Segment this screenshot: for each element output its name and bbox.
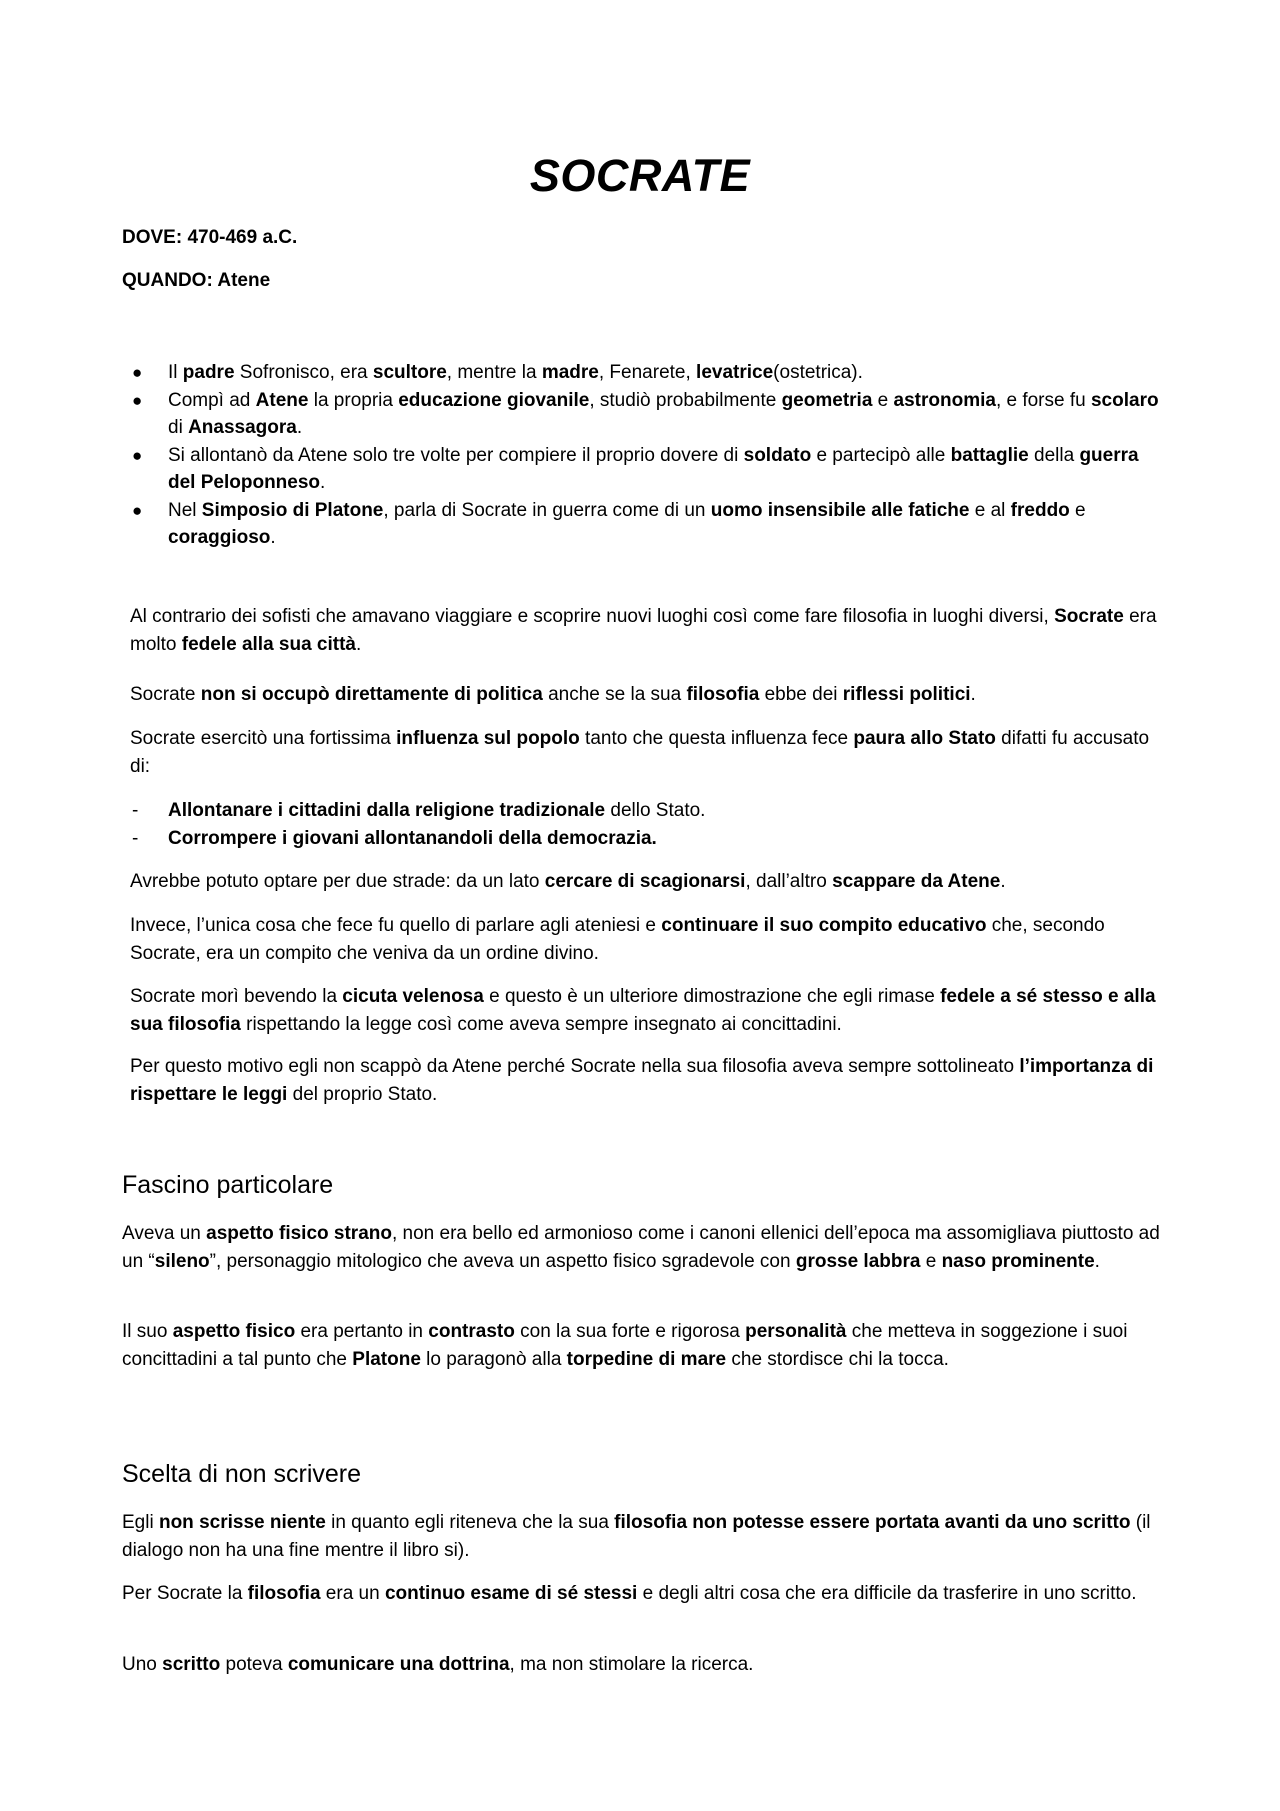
bold-text: geometria [781, 389, 873, 411]
text-run: Egli [122, 1512, 159, 1533]
text-run: e degli altri cosa che era difficile da trasferire in uno scritto. [637, 1583, 1137, 1604]
text-run: , ma non stimolare la ricerca. [509, 1654, 754, 1675]
paragraph [122, 1220, 1172, 1275]
bold-text: Socrate [1054, 606, 1124, 627]
bullet-item [130, 497, 1160, 552]
text-run: Aveva un [122, 1223, 207, 1244]
text-run: (ostetrica). [773, 362, 863, 383]
bold-text: contrasto [428, 1321, 515, 1342]
bold-text: cercare di scagionarsi [544, 871, 746, 892]
paragraph [130, 983, 1170, 1038]
text-run: del proprio Stato. [287, 1083, 438, 1105]
text-run: era pertanto in [295, 1321, 429, 1342]
bullet-list [130, 359, 1160, 552]
bold-text: non si occupò direttamente di politica [200, 684, 543, 705]
text-run: di [168, 417, 189, 438]
dash-icon: - [132, 800, 139, 821]
bold-text: personalità [745, 1321, 847, 1342]
paragraph [122, 1580, 1172, 1608]
text-run: era un [320, 1583, 385, 1604]
text-run: e partecipò alle [811, 444, 951, 466]
bold-text: influenza sul popolo [396, 728, 580, 749]
text-run: Invece, l’unica cosa che fece fu quello di parlare agli ateniesi e [130, 915, 662, 936]
list-item-text [168, 828, 657, 849]
bold-text: sileno [154, 1250, 210, 1272]
text-run: difatti fu accusato di: [130, 728, 1150, 777]
text-run: . [270, 527, 276, 548]
bold-text: padre [182, 362, 235, 383]
bold-text: aspetto fisico [172, 1321, 296, 1342]
text-run: con la sua forte e rigorosa [514, 1321, 746, 1342]
bold-text: Platone [352, 1348, 421, 1370]
bold-text: l’importanza di rispettare le leggi [130, 1056, 1154, 1105]
bold-text: scappare da Atene [832, 871, 1001, 892]
bold-text: uomo insensibile alle fatiche [710, 499, 970, 521]
text-run: della [1028, 444, 1080, 466]
bold-text: soldato [743, 444, 812, 466]
list-item [130, 825, 1160, 853]
bold-text: battaglie [950, 444, 1029, 466]
text-run: e [872, 389, 894, 411]
meta-dove: DOVE: 470-469 a.C. [122, 227, 298, 248]
text-run: ”, personaggio mitologico che aveva un aspetto fisico sgradevole con [209, 1250, 796, 1272]
bold-text: levatrice [696, 362, 774, 383]
text-run: , parla di Socrate in guerra come di un [383, 499, 711, 521]
bold-text: riflessi politici [842, 684, 971, 705]
bold-text: filosofia non potesse essere portata avanti da uno scritto [614, 1512, 1131, 1533]
text-run: Socrate esercitò una fortissima [130, 728, 397, 749]
text-run: Al contrario dei sofisti che amavano viaggiare e scoprire nuovi luoghi così come fare filosofia in luoghi diversi, [130, 606, 1055, 627]
bold-text: coraggioso [168, 527, 271, 548]
paragraph [122, 1509, 1172, 1564]
text-run: . [970, 684, 976, 705]
text-run: Sofronisco, era [234, 362, 373, 383]
bold-text: madre [541, 362, 599, 383]
text-run: e al [969, 499, 1011, 521]
paragraph [130, 868, 1170, 896]
paragraph [130, 1053, 1170, 1108]
bold-text: filosofia [247, 1583, 321, 1604]
text-run: , non era bello ed armonioso come i canoni ellenici dell’epoca ma assomigliava piuttosto ad un “ [122, 1223, 1160, 1272]
bullet-icon: ● [132, 363, 143, 382]
bold-text: aspetto fisico strano [206, 1223, 392, 1244]
paragraph [130, 725, 1170, 780]
text-run: anche se la sua [542, 684, 687, 705]
bold-text: Allontanare i cittadini dalla religione tradizionale [168, 800, 606, 821]
bold-text: astronomia [893, 389, 996, 411]
text-run: Compì ad [168, 389, 256, 411]
bullet-item [130, 387, 1160, 442]
paragraph [130, 681, 1170, 709]
paragraph [122, 1651, 1172, 1679]
text-run: Il [168, 362, 183, 383]
bold-text: cicuta velenosa [342, 986, 484, 1007]
bold-text: scolaro [1090, 389, 1159, 411]
bold-text: Corrompere i giovani allontanandoli della democrazia. [168, 827, 657, 849]
paragraph [122, 1318, 1172, 1373]
section-heading-scelta: Scelta di non scrivere [122, 1460, 362, 1488]
text-run: , dall’altro [745, 871, 833, 892]
bold-text: freddo [1010, 499, 1070, 521]
bullet-text [168, 362, 863, 383]
bold-text: fedele alla sua città [181, 633, 356, 655]
bullet-text [168, 500, 1086, 549]
text-run: e questo è un ulteriore dimostrazione che egli rimase [483, 986, 941, 1007]
bold-text: scultore [372, 362, 447, 383]
text-run: Per questo motivo egli non scappò da Atene perché Socrate nella sua filosofia aveva sempre sottolineato [130, 1056, 1020, 1077]
bold-text: comunicare una dottrina [287, 1654, 510, 1675]
text-run: . [296, 417, 303, 438]
bullet-icon: ● [132, 500, 143, 520]
section-heading-fascino: Fascino particolare [122, 1171, 334, 1199]
text-run: tanto che questa influenza fece [579, 728, 854, 749]
bold-text: guerra del Peloponneso [168, 444, 1139, 493]
text-run: . [1000, 871, 1006, 892]
text-run: che stordisce chi la tocca. [726, 1348, 949, 1370]
text-run: , mentre la [446, 362, 542, 383]
text-run: la propria [308, 389, 399, 411]
text-run: , studiò probabilmente [589, 389, 782, 411]
bold-text: torpedine di mare [566, 1348, 727, 1370]
list-item [130, 797, 1160, 825]
text-run: dello Stato. [605, 800, 706, 821]
bullet-icon: ● [132, 445, 143, 465]
bold-text: grosse labbra [795, 1250, 921, 1272]
bullet-item [130, 359, 1160, 387]
text-run: Si allontanò da Atene solo tre volte per compiere il proprio dovere di [168, 444, 744, 466]
text-run: Il suo [122, 1321, 173, 1342]
bold-text: Anassagora [188, 417, 297, 438]
text-run: ebbe dei [759, 684, 843, 705]
bullet-text [168, 445, 1139, 494]
bold-text: naso prominente [941, 1250, 1095, 1272]
page-title: SOCRATE [529, 150, 751, 201]
bold-text: continuo esame di sé stessi [384, 1583, 638, 1604]
text-run: Nel [168, 499, 202, 521]
text-run: rispettando la legge così come aveva sempre insegnato ai concittadini. [240, 1013, 842, 1035]
bold-text: educazione giovanile [398, 389, 590, 411]
text-run: , e forse fu [995, 389, 1091, 411]
meta-quando: QUANDO: Atene [122, 270, 271, 291]
paragraph [130, 603, 1170, 658]
text-run: che, secondo Socrate, era un compito che veniva da un ordine divino. [130, 915, 1105, 964]
text-run: Uno [122, 1654, 163, 1675]
text-run: . [320, 472, 326, 493]
list-item-text [168, 800, 705, 821]
bold-text: continuare il suo compito educativo [661, 915, 987, 936]
text-run: , Fenarete, [598, 362, 697, 383]
bullet-icon: ● [132, 390, 143, 410]
text-run: Avrebbe potuto optare per due strade: da un lato [130, 871, 545, 892]
bold-text: fedele a sé stesso e alla sua filosofia [130, 986, 1156, 1035]
text-run: in quanto egli riteneva che la sua [325, 1512, 615, 1533]
text-run: e [920, 1250, 942, 1272]
text-run: (il dialogo non ha una fine mentre il libro si). [122, 1512, 1151, 1561]
accuse-list [130, 797, 1160, 852]
text-run: e [1069, 499, 1086, 521]
bold-text: non scrisse niente [158, 1512, 326, 1533]
paragraph [130, 912, 1170, 967]
bold-text: Simposio di Platone [201, 499, 384, 521]
text-run: che metteva in soggezione i suoi concittadini a tal punto che [122, 1321, 1128, 1370]
text-run: Socrate [130, 684, 201, 705]
text-run: Socrate morì bevendo la [130, 986, 343, 1007]
dash-icon: - [132, 827, 139, 849]
text-run: lo paragonò alla [420, 1348, 567, 1370]
bold-text: filosofia [686, 684, 760, 705]
text-run: . [356, 633, 362, 655]
text-run: era molto [130, 606, 1157, 655]
text-run: Per Socrate la [122, 1583, 248, 1604]
bullet-item [130, 442, 1160, 497]
bold-text: paura allo Stato [853, 728, 996, 749]
bold-text: Atene [255, 389, 309, 411]
text-run: poteva [220, 1654, 288, 1675]
text-run: . [1094, 1250, 1100, 1272]
bullet-text [168, 390, 1159, 439]
bold-text: scritto [162, 1654, 221, 1675]
